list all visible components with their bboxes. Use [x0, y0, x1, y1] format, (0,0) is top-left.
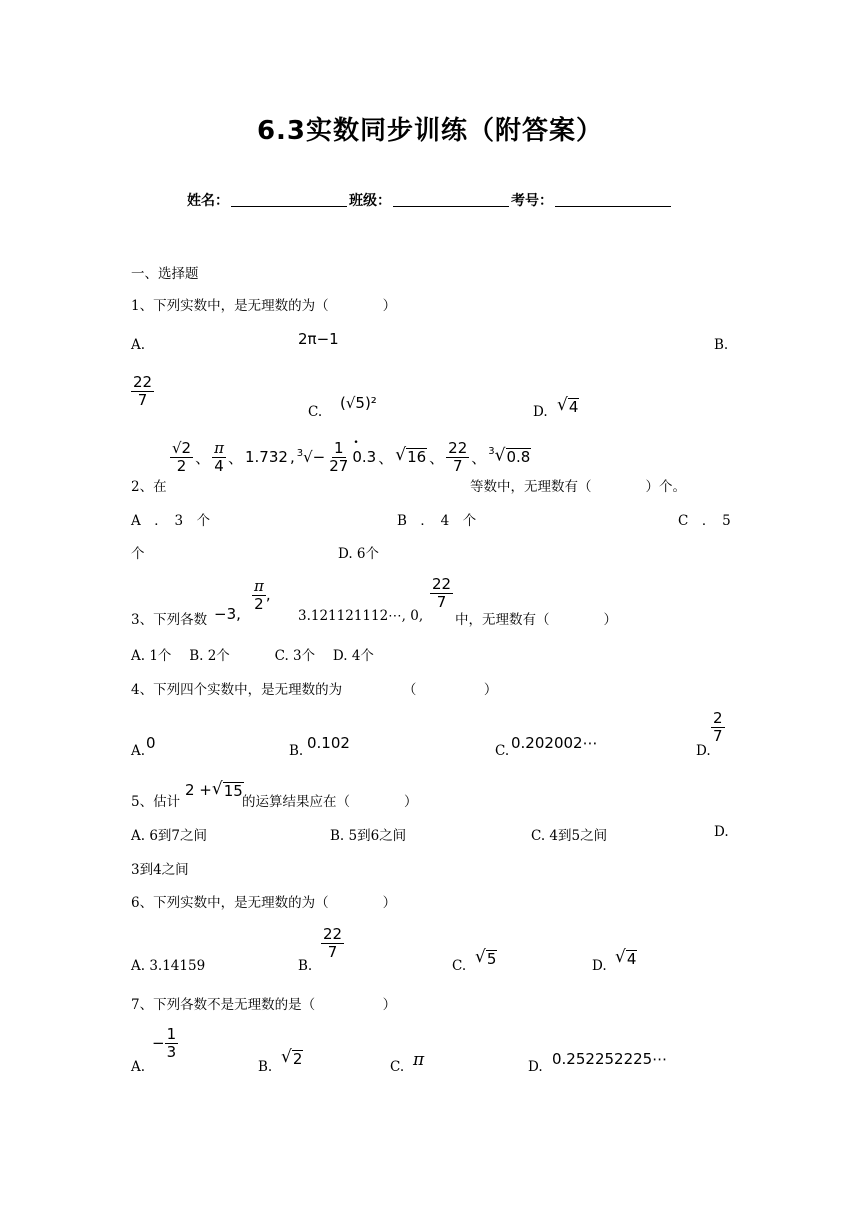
q6-d-radicand: 4	[626, 950, 637, 968]
q5-suffix: 的运算结果应在（ ）	[242, 794, 418, 810]
q2-option-b: B ． 4 个	[397, 513, 477, 529]
page-title: 6.3实数同步训练（附答案）	[256, 116, 604, 146]
q5-option-d-cont: 3到4之间	[131, 862, 189, 878]
q2-option-a: A ． 3 个	[131, 513, 211, 529]
q1-d-radicand: 4	[568, 398, 579, 416]
q1-option-d-label: D.	[533, 404, 548, 420]
q1-option-b-label: B.	[714, 337, 729, 353]
q7-option-d-label: D.	[528, 1059, 543, 1075]
q2-f4-num: 22	[448, 439, 468, 457]
q7-option-a-label: A.	[131, 1059, 146, 1075]
q2-n2: 0.3 •	[352, 448, 376, 466]
q6-b-num: 22	[323, 925, 343, 943]
q2-f2-num: π	[214, 439, 224, 457]
q6-option-d-label: D.	[592, 958, 607, 974]
q6-c-radicand: 5	[486, 950, 497, 968]
class-label: 班级：	[349, 193, 391, 209]
q7-option-d-value: 0.252252225⋯	[552, 1050, 668, 1068]
q4-option-c-label: C.	[495, 743, 510, 759]
q4-option-a-value: 0	[146, 734, 156, 752]
q2-f2-den: 4	[214, 456, 224, 475]
q1-option-c-label: C.	[308, 404, 323, 420]
q2-suffix: 等数中，无理数有（ ）个。	[470, 479, 686, 495]
q4-option-b-label: B.	[289, 743, 304, 759]
exam-label: 考号：	[511, 193, 553, 209]
q5-expr-a: 2 +	[185, 781, 212, 799]
q3-mid: 3.121121112⋯, 0,	[298, 608, 424, 624]
q2-f1-num: √2	[172, 439, 192, 457]
q3-f2-num: 22	[432, 575, 452, 593]
q6-option-d-sqrt: √ 4	[615, 947, 637, 968]
q5-option-d: D.	[714, 824, 729, 840]
q2-n3-radicand: 16	[407, 448, 427, 467]
q6-option-a: A. 3.14159	[131, 958, 206, 974]
q6-stem: 6、下列实数中，是无理数的为（ ）	[131, 895, 397, 911]
q7-option-c-label: C.	[390, 1059, 405, 1075]
q2-f1-den: 2	[176, 456, 187, 475]
q3-neg: −3,	[214, 605, 241, 623]
q4-option-a-label: A.	[131, 743, 146, 759]
q7-option-b-label: B.	[258, 1059, 273, 1075]
q3-f2-den: 7	[436, 592, 447, 611]
q3-prefix: 3、下列各数	[131, 612, 208, 628]
q4-stem: 4、下列四个实数中，是无理数的为 （ ）	[131, 682, 498, 698]
q2-option-d: D. 6个	[338, 546, 380, 562]
q3-fraction-2	[430, 576, 453, 610]
q7-a-num: 1	[166, 1025, 177, 1043]
q7-b-radicand: 2	[292, 1050, 303, 1068]
q1-option-b-fraction	[131, 374, 154, 408]
q4-option-b-value: 0.102	[307, 734, 350, 752]
q2-prefix: 2、在	[131, 479, 167, 495]
q7-a-den: 3	[166, 1042, 177, 1061]
q7-option-c-value: π	[413, 1050, 425, 1070]
q6-option-c-sqrt: √ 5	[475, 947, 497, 968]
class-blank[interactable]	[393, 193, 509, 207]
q2-option-c: C ． 5	[678, 513, 731, 529]
q6-option-b-label: B.	[298, 958, 313, 974]
q2-number-list: $\frac{√2}{2}$ 、 $\frac{\pi}{4}$ 、 1.732 , $^3$√− $\frac{1}{27}$ 0.3 • 、 √ 16 、 $\frac{22}{7}$ 、 $^3$√ 0.8	[170, 440, 531, 474]
q5-expression: 2 + √ 15	[185, 779, 243, 800]
q3-fraction-1: $\frac{\pi}{2}$ ,	[254, 577, 271, 613]
q6-option-b-fraction	[321, 926, 344, 960]
q2-f4-den: 7	[452, 456, 463, 475]
q1-b-numerator: 22	[133, 373, 153, 391]
exam-number-blank[interactable]	[555, 193, 671, 207]
q5-prefix: 5、估计	[131, 794, 181, 810]
q7-stem: 7、下列各数不是无理数的是（ ）	[131, 997, 397, 1013]
q4-option-d-fraction	[711, 710, 725, 744]
q1-option-a-math: 2π−1	[298, 330, 339, 348]
q1-option-d-sqrt: √ 4	[557, 395, 579, 416]
name-blank[interactable]	[231, 193, 347, 207]
q5-option-c: C. 4到5之间	[531, 828, 608, 844]
q1-option-c-math: (√5)²	[340, 394, 377, 412]
q1-stem: 1、下列实数中，是无理数的为（ ）	[131, 298, 397, 314]
q3-f1-den: 2	[254, 594, 264, 613]
q4-d-num: 2	[713, 709, 723, 727]
q7-option-a-fraction: − $\frac{1}{3}$	[152, 1025, 177, 1061]
q1-b-denominator: 7	[137, 390, 148, 409]
q2-f3-den: 27	[329, 456, 349, 475]
q2-n1: 1.732	[245, 448, 288, 466]
q4-option-c-value: 0.202002⋯	[511, 734, 598, 752]
q6-option-c-label: C.	[452, 958, 467, 974]
q2-f3-num: 1	[334, 439, 344, 457]
section-heading: 一、选择题	[131, 266, 199, 282]
q2-n4-radicand: 0.8	[506, 448, 531, 467]
q5-radicand: 15	[223, 782, 243, 800]
q3-suffix: 中，无理数有（ ）	[455, 612, 617, 628]
q3-f1-num: π	[254, 577, 264, 595]
q5-option-a: A. 6到7之间	[131, 828, 208, 844]
name-label: 姓名：	[187, 193, 229, 209]
q3-options: A. 1个 B. 2个 C. 3个 D. 4个	[131, 648, 374, 664]
q7-option-b-sqrt: √ 2	[281, 1047, 303, 1068]
q1-option-a-label: A.	[131, 337, 146, 353]
student-info-line	[0, 190, 860, 210]
q2-option-c-cont: 个	[131, 546, 145, 562]
q6-b-den: 7	[327, 942, 338, 961]
q4-d-den: 7	[713, 726, 723, 745]
q4-option-d-label: D.	[696, 743, 711, 759]
q5-option-b: B. 5到6之间	[330, 828, 407, 844]
